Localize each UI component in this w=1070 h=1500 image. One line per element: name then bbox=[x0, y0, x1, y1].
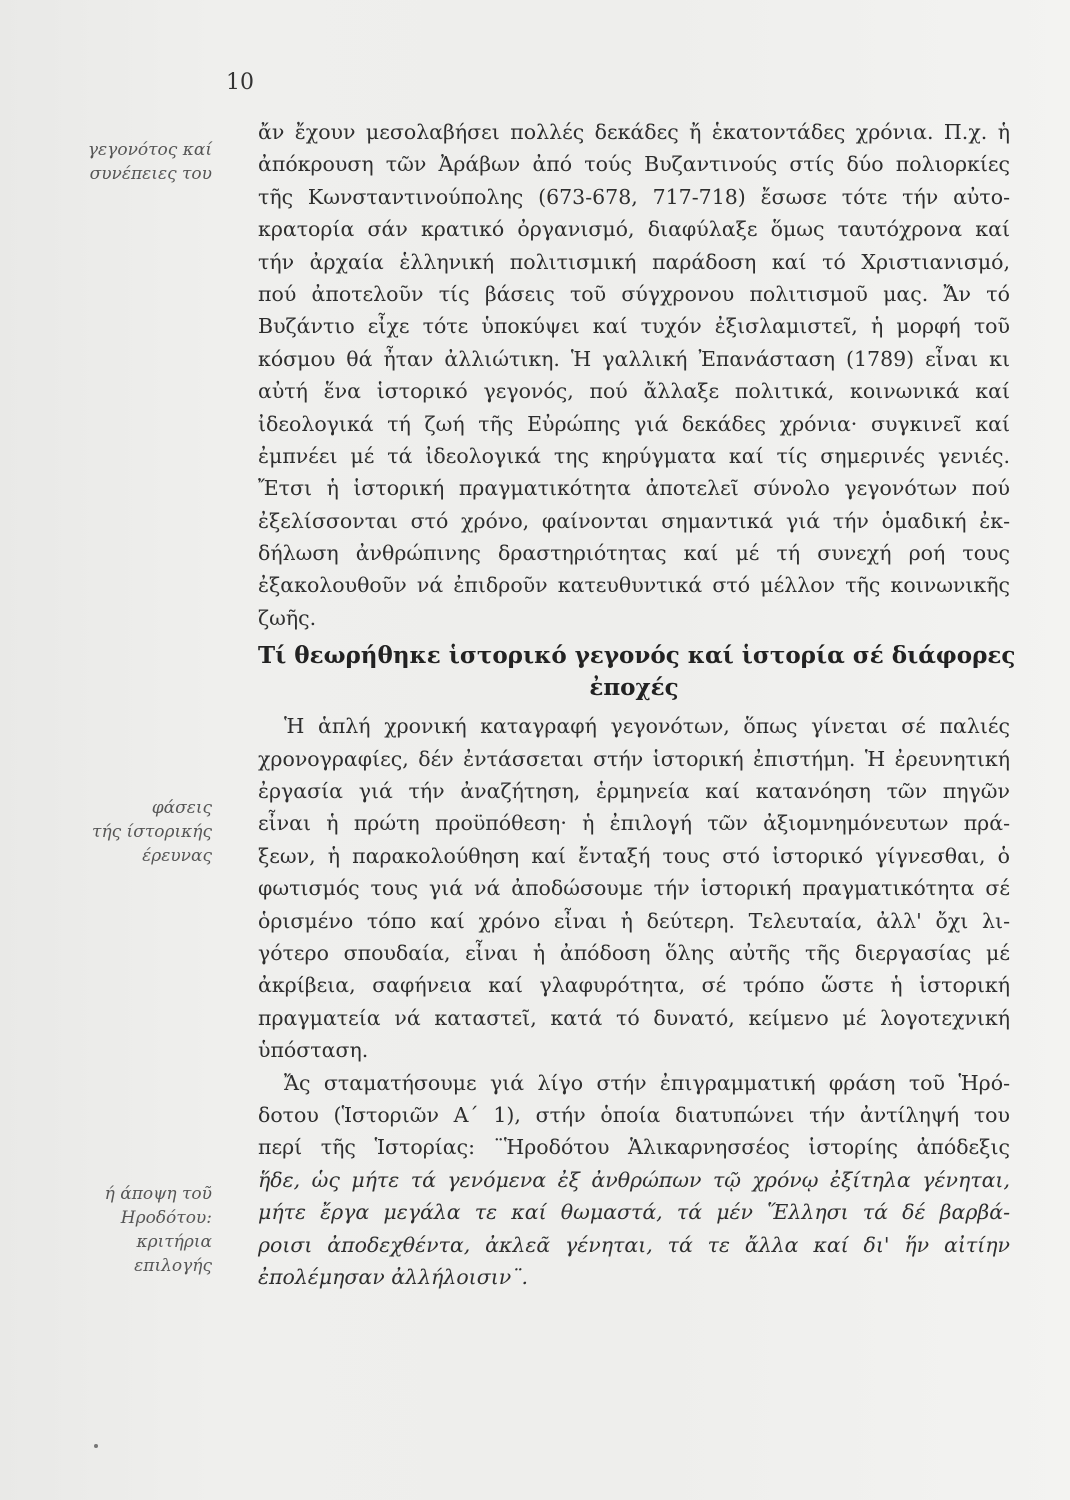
paragraph-3 bbox=[258, 1067, 1010, 1294]
text-line: πού ἀποτελοῦν τίς βάσεις τοῦ σύγχρονου πολιτισμοῦ μας. Ἄν τό bbox=[258, 281, 1010, 306]
text-line: κρατορία σάν κρατικό ὀργανισμό, διαφύλαξε ὅμως ταυτόχρονα καί bbox=[258, 217, 1010, 242]
text-line: ἐργασία γιά τήν ἀναζήτηση, ἑρμηνεία καί κατανόηση τῶν πηγῶν bbox=[258, 779, 1010, 804]
text-line: εἶναι ἡ πρώτη προϋπόθεση· ἡ ἐπιλογή τῶν ἀξιομνημόνευτων πρά- bbox=[258, 811, 1010, 836]
text-line: δοτου (Ἱστοριῶν Α΄ 1), στήν ὁποία διατυπώνει τήν ἀντίληψή του bbox=[258, 1102, 1010, 1127]
text-line: κόσμου θά ἦταν ἀλλιώτικη. Ἡ γαλλική Ἐπανάσταση (1789) εἶναι κι bbox=[258, 346, 1010, 371]
page-number: 10 bbox=[226, 70, 254, 95]
text-line: πραγματεία νά καταστεῖ, κατά τό δυνατό, κείμενο μέ λογοτεχνική bbox=[258, 1005, 1010, 1030]
text-line: ὑπόσταση. bbox=[258, 1038, 369, 1063]
margin-note-line: συνέπειες του bbox=[89, 164, 212, 184]
margin-note-research-phases bbox=[72, 796, 212, 868]
text-line: αὐτή ἕνα ἱστορικό γεγονός, πού ἄλλαξε πολιτικά, κοινωνικά καί bbox=[258, 379, 1010, 404]
quote-line: ροισι ἀποδεχθέντα, ἀκλεᾶ γένηται, τά τε ἄλλα καί δι' ἥν αἰτίην bbox=[258, 1232, 1010, 1257]
section-heading bbox=[258, 640, 1016, 704]
text-line: ἐμπνέει μέ τά ἰδεολογικά της κηρύγματα καί τίς σημερινές γενιές. bbox=[258, 443, 1010, 468]
text-line: δήλωση ἀνθρώπινης δραστηριότητας καί μέ τή συνεχή ροή τους bbox=[258, 541, 1010, 566]
margin-note-line: επιλογής bbox=[134, 1256, 212, 1276]
text-line: ἄν ἔχουν μεσολαβήσει πολλές δεκάδες ἤ ἑκατοντάδες χρόνια. Π.χ. ἡ bbox=[258, 120, 1010, 144]
margin-note-line: ή άποψη τοῦ bbox=[104, 1184, 212, 1204]
margin-note-line: γεγονότος καί bbox=[87, 140, 212, 160]
text-line: χρονογραφίες, δέν ἐντάσσεται στήν ἱστορική ἐπιστήμη. Ἡ ἐρευνητική bbox=[258, 746, 1010, 771]
margin-note-line: φάσεις bbox=[151, 798, 212, 818]
text-line: ἀκρίβεια, σαφήνεια καί γλαφυρότητα, σέ τρόπο ὥστε ἡ ἱστορική bbox=[258, 973, 1010, 998]
margin-note-line: έρευνας bbox=[142, 846, 212, 866]
margin-note-consequences bbox=[72, 138, 212, 186]
text-line: ἐξακολουθοῦν νά ἐπιδροῦν κατευθυντικά στό μέλλον τῆς κοινωνικῆς bbox=[258, 573, 1010, 598]
margin-note-line: Ηροδότου: bbox=[120, 1208, 212, 1228]
text-line: τῆς Κωνσταντινούπολης (673-678, 717-718) ἔσωσε τότε τήν αὐτο- bbox=[258, 184, 1010, 209]
text-line: ἀπόκρουση τῶν Ἀράβων ἀπό τούς Βυζαντινούς στίς δύο πολιορκίες bbox=[258, 152, 1010, 177]
quote-line: ἥδε, ὡς μήτε τά γενόμενα ἐξ ἀνθρώπων τῷ χρόνῳ ἐξίτηλα γένηται, bbox=[258, 1167, 1010, 1192]
paragraph-1 bbox=[258, 116, 1010, 634]
section-heading-line: Τί θεωρήθηκε ἱστορικό γεγονός καί ἱστορία σέ διάφορες bbox=[258, 642, 1016, 670]
text-line: ξεων, ἡ παρακολούθηση καί ἔνταξή τους στό ἱστορικό γίγνεσθαι, ὁ bbox=[258, 843, 1010, 868]
text-line: ὁρισμένο τόπο καί χρόνο εἶναι ἡ δεύτερη. Τελευταία, ἀλλ' ὄχι λι- bbox=[258, 908, 1010, 933]
margin-note-herodotus bbox=[72, 1182, 212, 1278]
text-line: φωτισμός τους γιά νά ἀποδώσουμε τήν ἱστορική πραγματικότητα σέ bbox=[258, 876, 1010, 901]
text-line: Ἡ ἁπλή χρονική καταγραφή γεγονότων, ὅπως γίνεται σέ παλιές bbox=[284, 714, 1010, 739]
text-line: Ἔτσι ἡ ἱστορική πραγματικότητα ἀποτελεῖ σύνολο γεγονότων πού bbox=[258, 476, 1010, 501]
text-line: γότερο σπουδαία, εἶναι ἡ ἀπόδοση ὅλης αὐτῆς τῆς διεργασίας μέ bbox=[258, 940, 1010, 965]
text-line: ἰδεολογικά τή ζωή τῆς Εὐρώπης γιά δεκάδες χρόνια· συγκινεῖ καί bbox=[258, 411, 1010, 436]
text-line: τήν ἀρχαία ἑλληνική πολιτισμική παράδοση καί τό Χριστιανισμό, bbox=[258, 249, 1010, 274]
paragraph-2 bbox=[258, 710, 1010, 1066]
margin-note-line: κριτήρια bbox=[136, 1232, 212, 1252]
text-line: ἐξελίσσονται στό χρόνο, φαίνονται σημαντικά γιά τήν ὁμαδική ἐκ- bbox=[258, 508, 1010, 533]
ink-speck bbox=[94, 1444, 98, 1448]
quote-line: ἐπολέμησαν ἀλλήλοισιν¨. bbox=[258, 1264, 528, 1289]
text-line: Βυζάντιο εἶχε τότε ὑποκύψει καί τυχόν ἐξισλαμιστεῖ, ἡ μορφή τοῦ bbox=[258, 314, 1010, 339]
margin-note-line: τής ίστορικής bbox=[92, 822, 212, 842]
quote-line: μήτε ἔργα μεγάλα τε καί θωμαστά, τά μέν Ἕλλησι τά δέ βαρβά- bbox=[258, 1200, 1010, 1225]
text-line: ζωῆς. bbox=[258, 605, 317, 630]
text-line: Ἄς σταματήσουμε γιά λίγο στήν ἐπιγραμματική φράση τοῦ Ἡρό- bbox=[284, 1070, 1010, 1095]
main-text bbox=[258, 116, 1016, 1293]
text-line: περί τῆς Ἱστορίας: ¨Ἡροδότου Ἁλικαρνησσέος ἱστορίης ἀπόδεξις bbox=[258, 1135, 1010, 1160]
section-heading-line: ἐποχές bbox=[589, 674, 679, 702]
